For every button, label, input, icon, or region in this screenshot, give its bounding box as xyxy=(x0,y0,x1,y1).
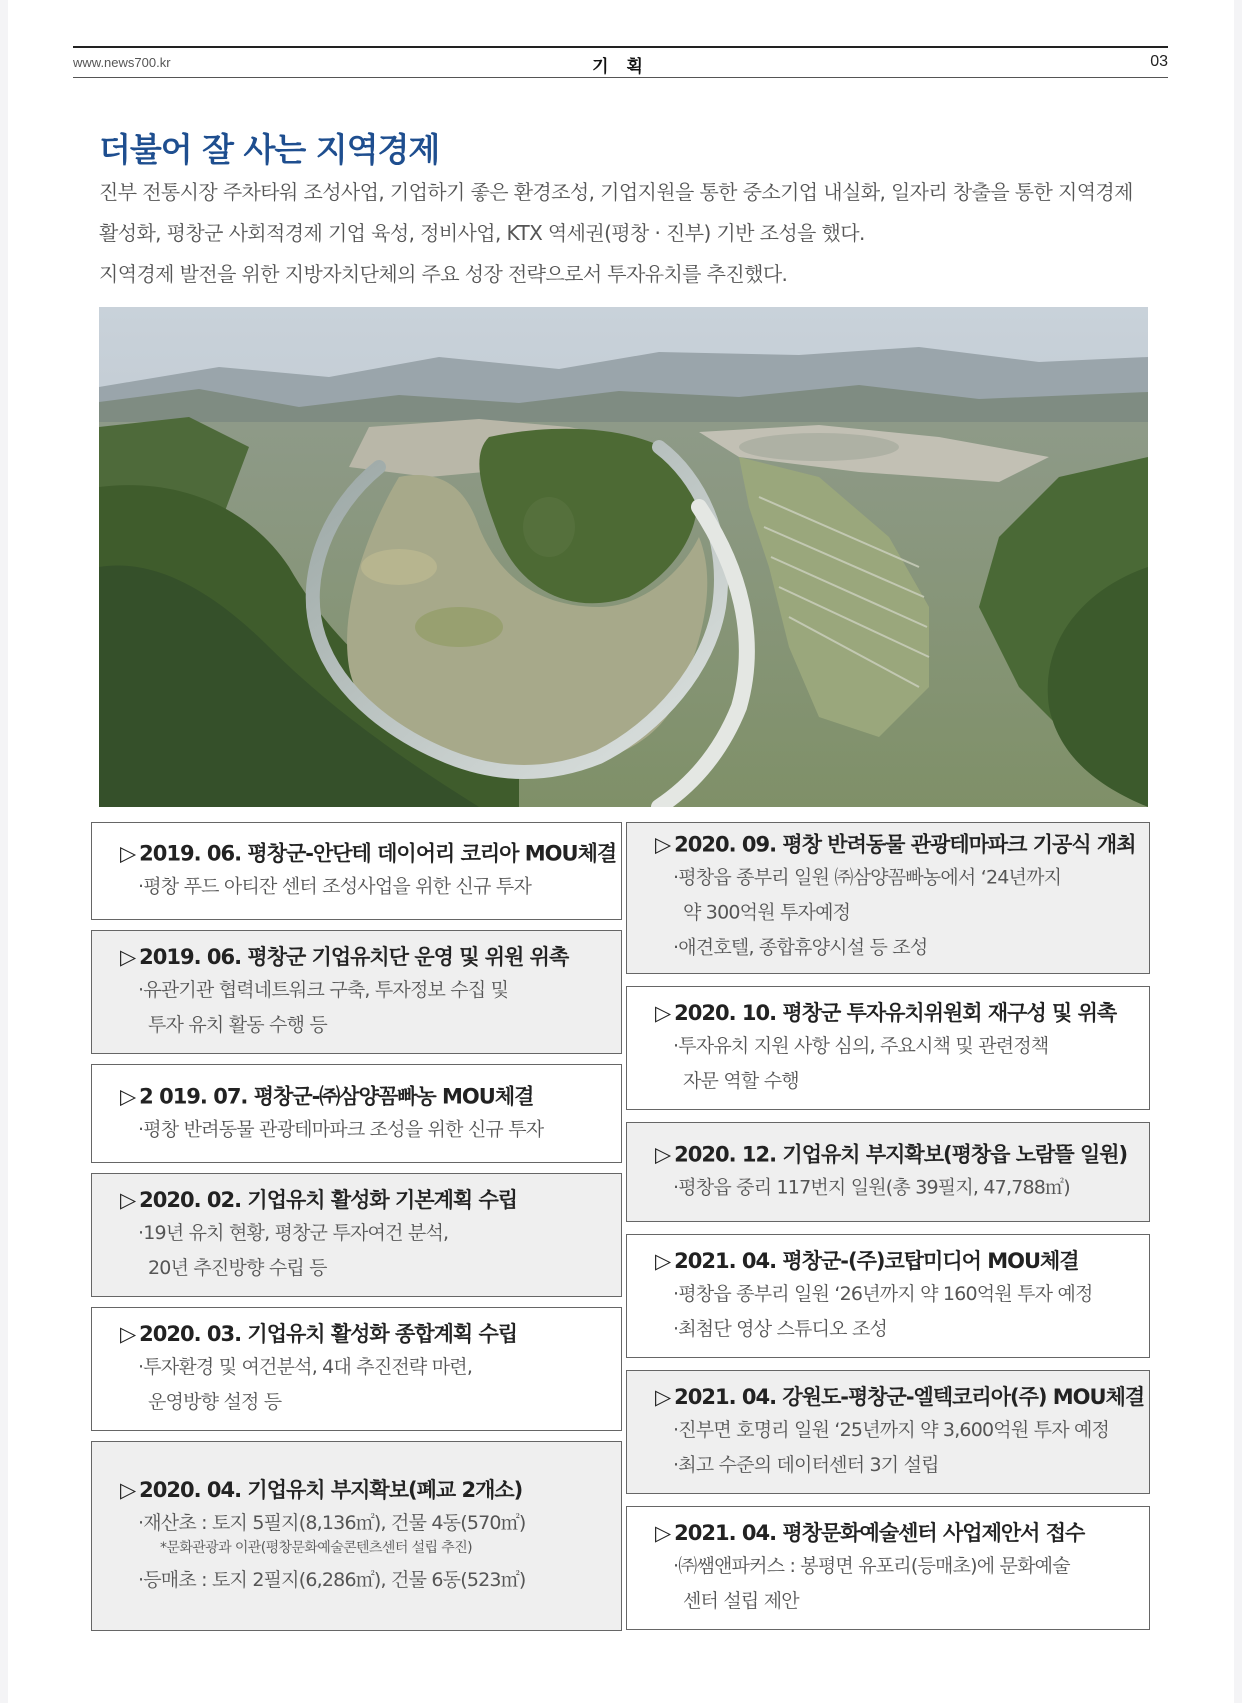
timeline-item-2020-09-groundbreaking xyxy=(626,822,1150,974)
intro-line: 지역경제 발전을 위한 지방자치단체의 주요 성장 전략으로서 투자유치를 추진했다. xyxy=(99,262,788,286)
timeline-item-detail: 20년 추진방향 수립 등 xyxy=(148,1257,327,1279)
timeline-item-2019-07-samyang xyxy=(91,1064,622,1163)
timeline-item-2019-06-andante xyxy=(91,822,622,920)
timeline-item-heading: ▷ 2020. 03. 기업유치 활성화 종합계획 수립 xyxy=(120,1322,518,1346)
timeline-item-heading: ▷ 2019. 06. 평창군-안단테 데이어리 코리아 MOU체결 xyxy=(120,841,617,866)
triangle-marker-icon: ▷ xyxy=(655,832,671,856)
timeline-item-heading: ▷ 2021. 04. 강원도-평창군-엘텍코리아(주) MOU체결 xyxy=(655,1385,1145,1409)
timeline-item-2020-10-committee xyxy=(626,986,1150,1110)
timeline-item-2021-04-kotop xyxy=(626,1234,1150,1358)
timeline-item-heading: ▷ 2019. 06. 평창군 기업유치단 운영 및 위원 위촉 xyxy=(120,945,569,969)
timeline-item-2020-02-basic-plan xyxy=(91,1173,622,1297)
aerial-landscape-photo xyxy=(99,307,1148,807)
intro-line: 활성화, 평창군 사회적경제 기업 육성, 정비사업, KTX 역세권(평창 · 진부) 기반 조성을 했다. xyxy=(99,221,865,245)
timeline-item-detail: ·등매초 : 토지 2필지(6,286㎡), 건물 6동(523㎡) xyxy=(138,1569,526,1591)
newspaper-page xyxy=(8,0,1234,1703)
timeline-item-heading: ▷ 2021. 04. 평창군-(주)코탑미디어 MOU체결 xyxy=(655,1249,1079,1273)
triangle-marker-icon: ▷ xyxy=(120,841,136,866)
triangle-marker-icon: ▷ xyxy=(655,1001,671,1025)
timeline-item-detail: 투자 유치 활동 수행 등 xyxy=(148,1014,327,1036)
triangle-marker-icon: ▷ xyxy=(655,1142,671,1167)
timeline-item-heading: ▷ 2020. 12. 기업유치 부지확보(평창읍 노람뜰 일원) xyxy=(655,1142,1128,1167)
triangle-marker-icon: ▷ xyxy=(655,1521,671,1545)
triangle-marker-icon: ▷ xyxy=(120,1322,136,1346)
aerial-photo-illustration xyxy=(99,307,1148,807)
timeline-item-2020-03-master-plan xyxy=(91,1307,622,1431)
article-title: 더불어 잘 사는 지역경제 xyxy=(99,130,440,169)
triangle-marker-icon: ▷ xyxy=(120,1188,136,1212)
timeline-item-detail: ·평창읍 종부리 일원 ㈜삼양꼼빠농에서 ‘24년까지 xyxy=(673,866,1062,888)
section-title: 기 획 xyxy=(592,57,649,77)
timeline-item-2020-12-land xyxy=(626,1122,1150,1222)
timeline-item-detail: ·평창 반려동물 관광테마파크 조성을 위한 신규 투자 xyxy=(138,1118,544,1140)
timeline-item-detail: ·투자환경 및 여건분석, 4대 추진전략 마련, xyxy=(138,1356,473,1378)
timeline-item-heading: ▷ 2 019. 07. 평창군-㈜삼양꼼빠농 MOU체결 xyxy=(120,1084,534,1108)
timeline-item-heading: ▷ 2020. 09. 평창 반려동물 관광테마파크 기공식 개최 xyxy=(655,832,1136,856)
timeline-item-detail: 자문 역할 수행 xyxy=(683,1070,799,1092)
triangle-marker-icon: ▷ xyxy=(120,945,136,969)
triangle-marker-icon: ▷ xyxy=(120,1084,136,1108)
timeline-item-detail: ·최첨단 영상 스튜디오 조성 xyxy=(673,1318,888,1340)
timeline-item-2019-06-investment-team xyxy=(91,930,622,1054)
timeline-item-detail: 운영방향 설정 등 xyxy=(148,1391,282,1413)
timeline-item-detail: ·㈜쌤앤파커스 : 봉평면 유포리(등매초)에 문화예술 xyxy=(673,1555,1070,1577)
article-intro xyxy=(99,172,1179,295)
timeline-item-detail: ·진부면 호명리 일원 ‘25년까지 약 3,600억원 투자 예정 xyxy=(673,1419,1110,1441)
timeline-item-detail: ·19년 유치 현황, 평창군 투자여건 분석, xyxy=(138,1222,449,1244)
timeline-item-detail: 약 300억원 투자예정 xyxy=(683,901,851,923)
page-number: 03 xyxy=(1150,53,1168,70)
timeline-item-heading: ▷ 2020. 04. 기업유치 부지확보(폐교 2개소) xyxy=(120,1478,523,1502)
intro-line: 진부 전통시장 주차타워 조성사업, 기업하기 좋은 환경조성, 기업지원을 통한 중소기업 내실화, 일자리 창출을 통한 지역경제 xyxy=(99,180,1133,204)
timeline-item-detail: 센터 설립 제안 xyxy=(683,1590,799,1612)
timeline-item-detail: ·애견호텔, 종합휴양시설 등 조성 xyxy=(673,936,928,958)
triangle-marker-icon: ▷ xyxy=(120,1478,136,1502)
timeline-item-detail: ·재산초 : 토지 5필지(8,136㎡), 건물 4동(570㎡) xyxy=(138,1512,526,1534)
timeline-item-detail: ·최고 수준의 데이터센터 3기 설립 xyxy=(673,1454,939,1476)
timeline-item-heading: ▷ 2020. 10. 평창군 투자유치위원회 재구성 및 위촉 xyxy=(655,1001,1117,1025)
triangle-marker-icon: ▷ xyxy=(655,1249,671,1273)
timeline-item-heading: ▷ 2021. 04. 평창문화예술센터 사업제안서 접수 xyxy=(655,1521,1085,1545)
timeline-item-2021-04-arts-center xyxy=(626,1506,1150,1630)
timeline-item-2020-04-closed-schools xyxy=(91,1441,622,1631)
page-header xyxy=(73,46,1168,78)
timeline-item-detail: ·평창읍 중리 117번지 일원(총 39필지, 47,788㎡) xyxy=(673,1176,1070,1199)
timeline-item-heading: ▷ 2020. 02. 기업유치 활성화 기본계획 수립 xyxy=(120,1188,518,1212)
site-url: www.news700.kr xyxy=(73,55,171,70)
triangle-marker-icon: ▷ xyxy=(655,1385,671,1409)
timeline-item-detail: ·평창 푸드 아티잔 센터 조성사업을 위한 신규 투자 xyxy=(138,875,531,898)
timeline-item-detail: ·투자유치 지원 사항 심의, 주요시책 및 관련정책 xyxy=(673,1035,1049,1057)
timeline-item-2021-04-eltek xyxy=(626,1370,1150,1494)
timeline-item-detail: ·유관기관 협력네트워크 구축, 투자정보 수집 및 xyxy=(138,979,509,1001)
timeline-item-footnote: *문화관광과 이관(평창문화예술콘텐츠센터 설립 추진) xyxy=(160,1540,473,1556)
timeline-item-detail: ·평창읍 종부리 일원 ‘26년까지 약 160억원 투자 예정 xyxy=(673,1283,1093,1305)
